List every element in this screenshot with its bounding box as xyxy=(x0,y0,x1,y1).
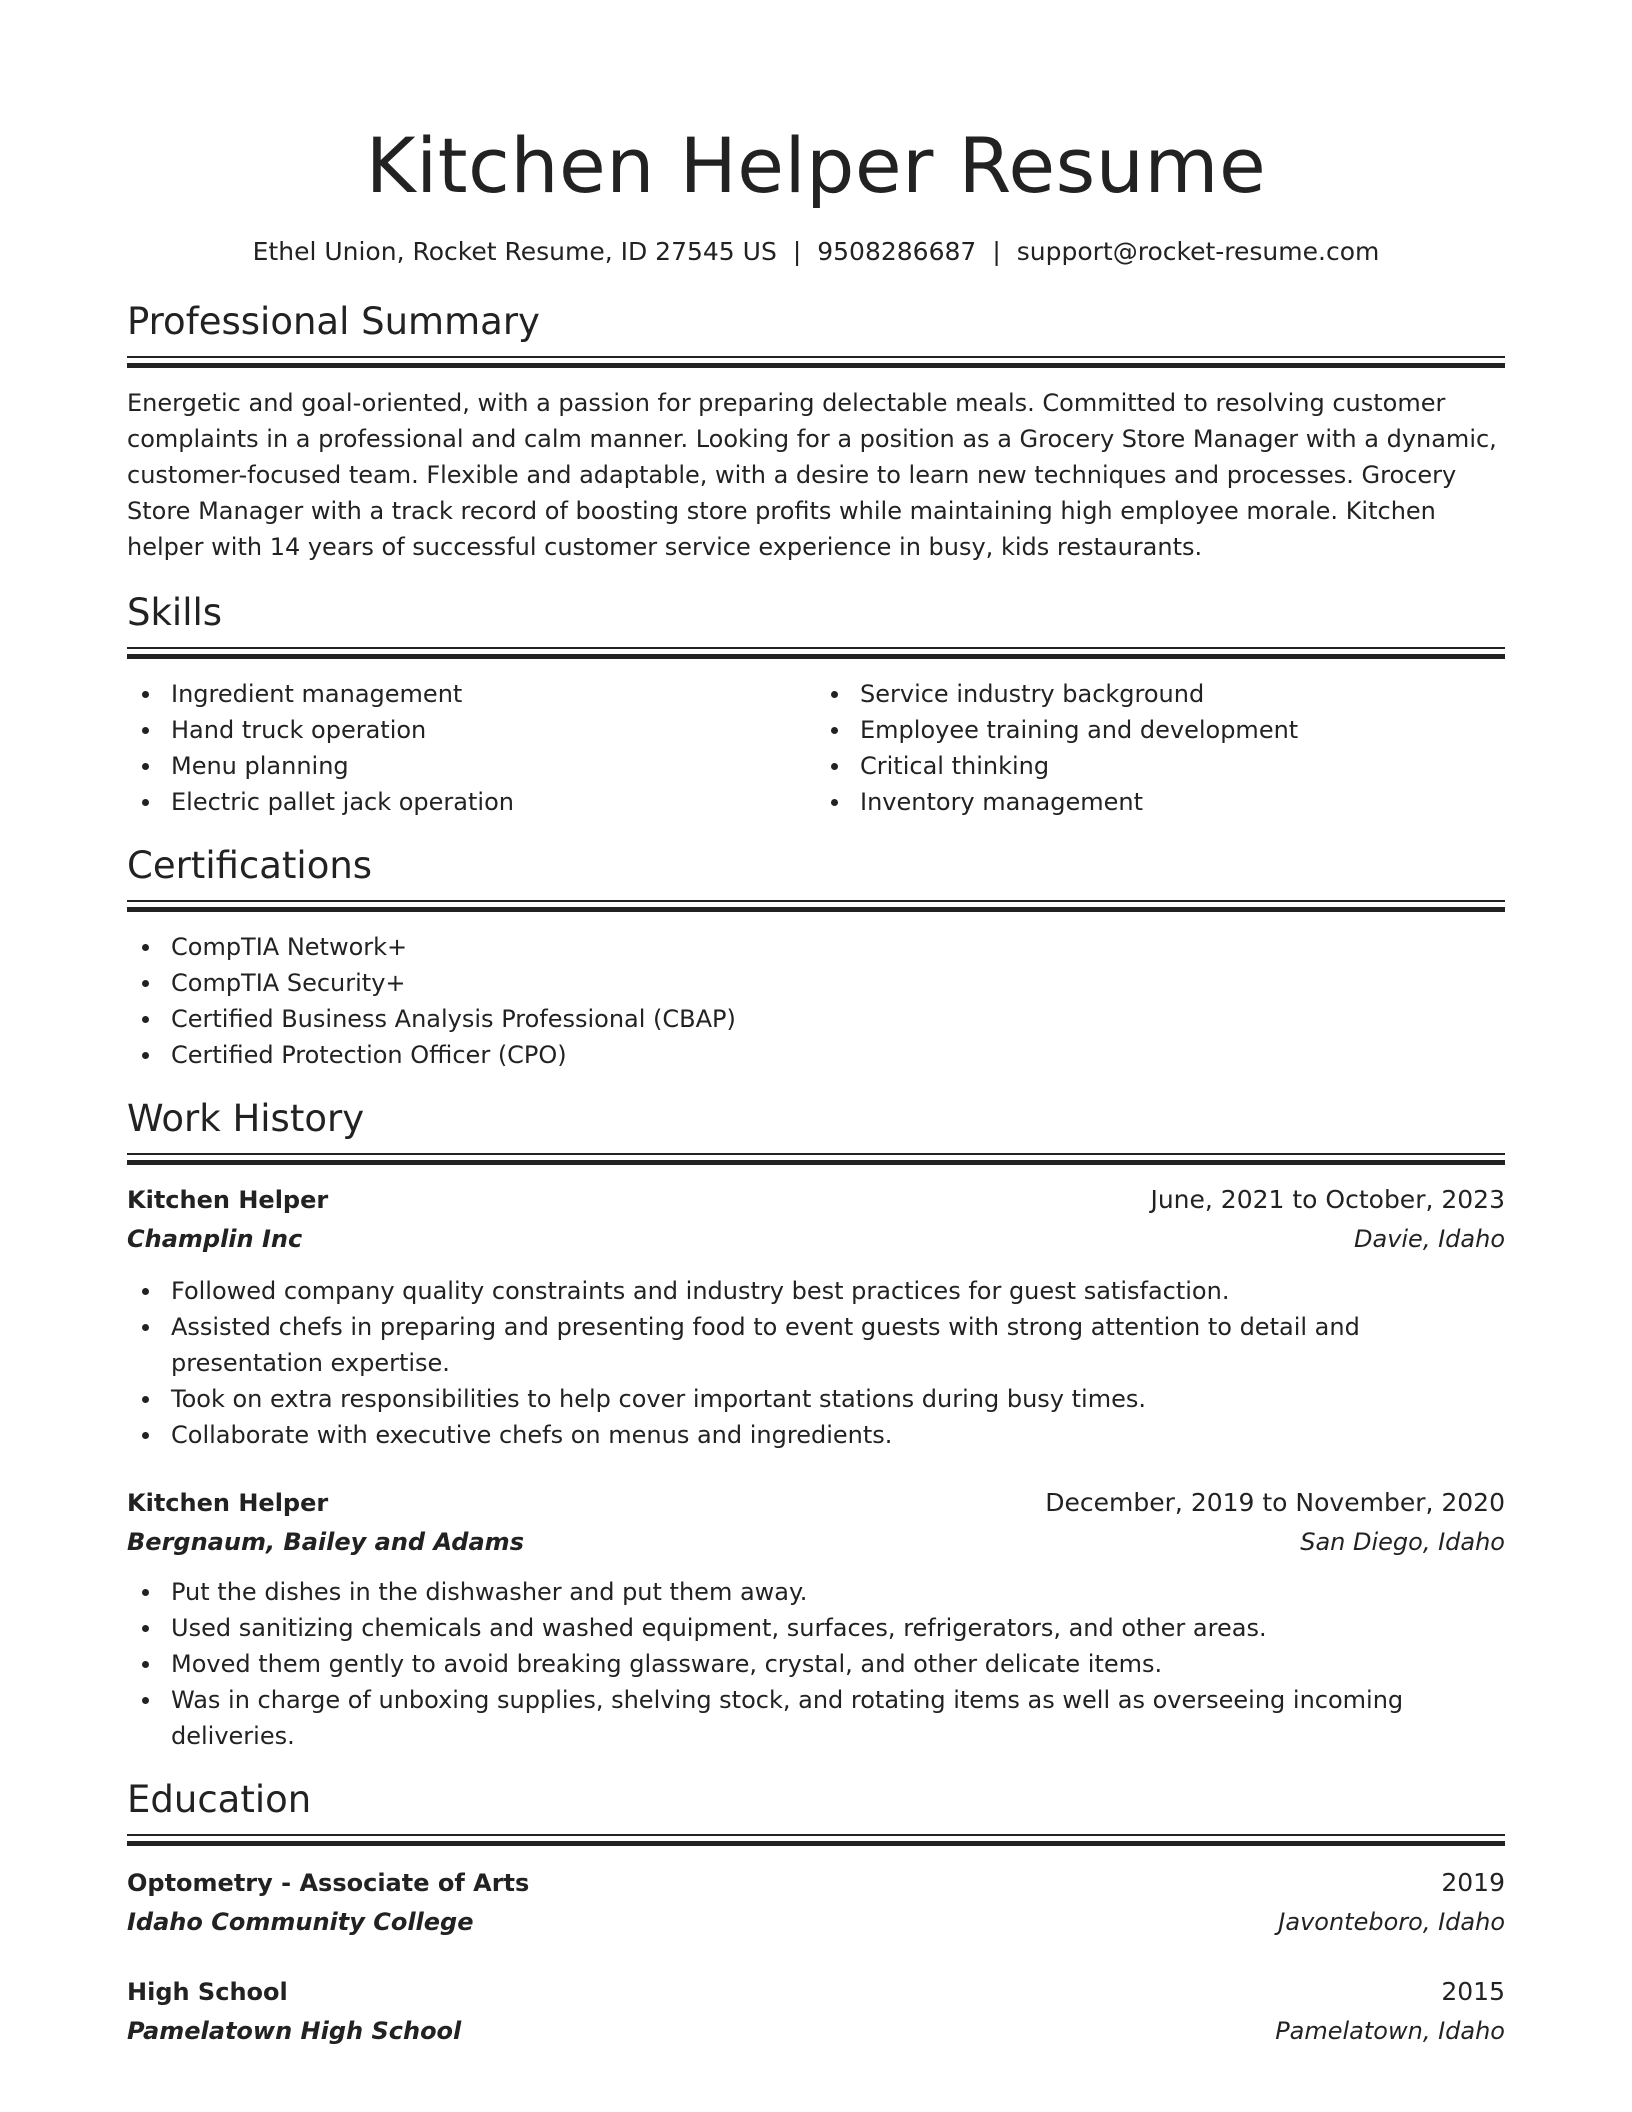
education-section xyxy=(127,1774,1505,2051)
job-duty-item: Moved them gently to avoid breaking glassware, crystal, and other delicate items. xyxy=(127,1646,1505,1682)
work-history-heading: Work History xyxy=(127,1097,365,1140)
job-dates: June, 2021 to October, 2023 xyxy=(1150,1185,1505,1214)
section-divider xyxy=(127,356,1505,369)
job-location: San Diego, Idaho xyxy=(1300,1528,1505,1556)
section-divider xyxy=(127,647,1505,660)
job-duty-item: Used sanitizing chemicals and washed equipment, surfaces, refrigerators, and other areas. xyxy=(127,1610,1505,1646)
certification-item: CompTIA Security+ xyxy=(127,965,1505,1001)
education-school: Pamelatown High School xyxy=(127,2017,462,2045)
job-duty-item: Was in charge of unboxing supplies, shelving stock, and rotating items as well as overseeing incoming deliveries. xyxy=(127,1682,1505,1754)
education-degree: High School xyxy=(127,1978,288,2006)
job-header xyxy=(127,1483,1505,1523)
education-subheader xyxy=(127,2012,1505,2051)
job-duty-item: Took on extra responsibilities to help cover important stations during busy times. xyxy=(127,1381,1505,1417)
skills-section xyxy=(127,587,1505,820)
education-subheader xyxy=(127,1903,1505,1942)
job-header xyxy=(127,1180,1505,1220)
certifications-heading: Certifications xyxy=(127,844,373,887)
certifications-section xyxy=(127,840,1505,1073)
job-company: Bergnaum, Bailey and Adams xyxy=(127,1528,524,1556)
skill-item: Inventory management xyxy=(816,784,1505,820)
education-header xyxy=(127,1972,1505,2012)
skill-item: Employee training and development xyxy=(816,712,1505,748)
education-school: Idaho Community College xyxy=(127,1908,474,1936)
job-subheader xyxy=(127,1220,1505,1259)
education-heading: Education xyxy=(127,1778,312,1821)
skill-item: Hand truck operation xyxy=(127,712,816,748)
skills-list-right xyxy=(816,676,1505,820)
skill-item: Ingredient management xyxy=(127,676,816,712)
skill-item: Menu planning xyxy=(127,748,816,784)
education-degree: Optometry - Associate of Arts xyxy=(127,1869,530,1897)
job-duty-item: Followed company quality constraints and industry best practices for guest satisfaction. xyxy=(127,1273,1505,1309)
education-entry xyxy=(127,1863,1505,1942)
skill-item: Electric pallet jack operation xyxy=(127,784,816,820)
contact-email: support@rocket-resume.com xyxy=(1016,237,1380,266)
skills-grid xyxy=(127,676,1505,820)
education-location: Pamelatown, Idaho xyxy=(1275,2017,1505,2045)
contact-phone: 9508286687 xyxy=(817,237,977,266)
skill-item: Service industry background xyxy=(816,676,1505,712)
section-divider xyxy=(127,1153,1505,1166)
contact-separator: | xyxy=(992,237,1001,266)
skill-item: Critical thinking xyxy=(816,748,1505,784)
skills-heading: Skills xyxy=(127,591,223,634)
job-entry xyxy=(127,1180,1505,1453)
job-duties-list xyxy=(127,1574,1505,1754)
summary-section xyxy=(127,296,1505,565)
certification-item: CompTIA Network+ xyxy=(127,929,1505,965)
job-duty-item: Put the dishes in the dishwasher and put them away. xyxy=(127,1574,1505,1610)
education-entry xyxy=(127,1972,1505,2051)
certification-item: Certified Protection Officer (CPO) xyxy=(127,1037,1505,1073)
skills-list-left xyxy=(127,676,816,820)
certification-item: Certified Business Analysis Professional (CBAP) xyxy=(127,1001,1505,1037)
job-subheader xyxy=(127,1523,1505,1562)
education-year: 2019 xyxy=(1441,1868,1505,1897)
job-entry xyxy=(127,1483,1505,1754)
contact-separator: | xyxy=(792,237,802,266)
job-dates: December, 2019 to November, 2020 xyxy=(1045,1488,1505,1517)
job-company: Champlin Inc xyxy=(127,1225,303,1253)
work-history-section xyxy=(127,1093,1505,1754)
job-title: Kitchen Helper xyxy=(127,1489,329,1517)
education-location: Javonteboro, Idaho xyxy=(1278,1908,1505,1936)
section-divider xyxy=(127,900,1505,913)
job-duty-item: Collaborate with executive chefs on menus and ingredients. xyxy=(127,1417,1505,1453)
certifications-list xyxy=(127,929,1505,1073)
contact-line xyxy=(127,232,1505,272)
summary-heading: Professional Summary xyxy=(127,300,540,343)
summary-text: Energetic and goal-oriented, with a passion for preparing delectable meals. Committed to resolving customer complaints in a professional and calm manner. Looking for a position as a Grocery Store Manager with a dynamic, customer-focused team. Flexible and adaptable, with a desire to learn new techniques and processes. Grocery Store Manager with a track record of boosting store profits while maintaining high employee morale. Kitchen helper with 14 years of successful customer service experience in busy, kids restaurants. xyxy=(127,389,1497,561)
education-header xyxy=(127,1863,1505,1903)
job-duties-list xyxy=(127,1273,1505,1453)
contact-address: Ethel Union, Rocket Resume, ID 27545 US xyxy=(252,237,777,266)
job-title: Kitchen Helper xyxy=(127,1186,329,1214)
job-duty-item: Assisted chefs in preparing and presenting food to event guests with strong attention to detail and presentation expertise. xyxy=(127,1309,1505,1381)
job-location: Davie, Idaho xyxy=(1354,1225,1505,1253)
education-year: 2015 xyxy=(1441,1977,1505,2006)
resume-title: Kitchen Helper Resume xyxy=(365,121,1267,210)
section-divider xyxy=(127,1834,1505,1847)
